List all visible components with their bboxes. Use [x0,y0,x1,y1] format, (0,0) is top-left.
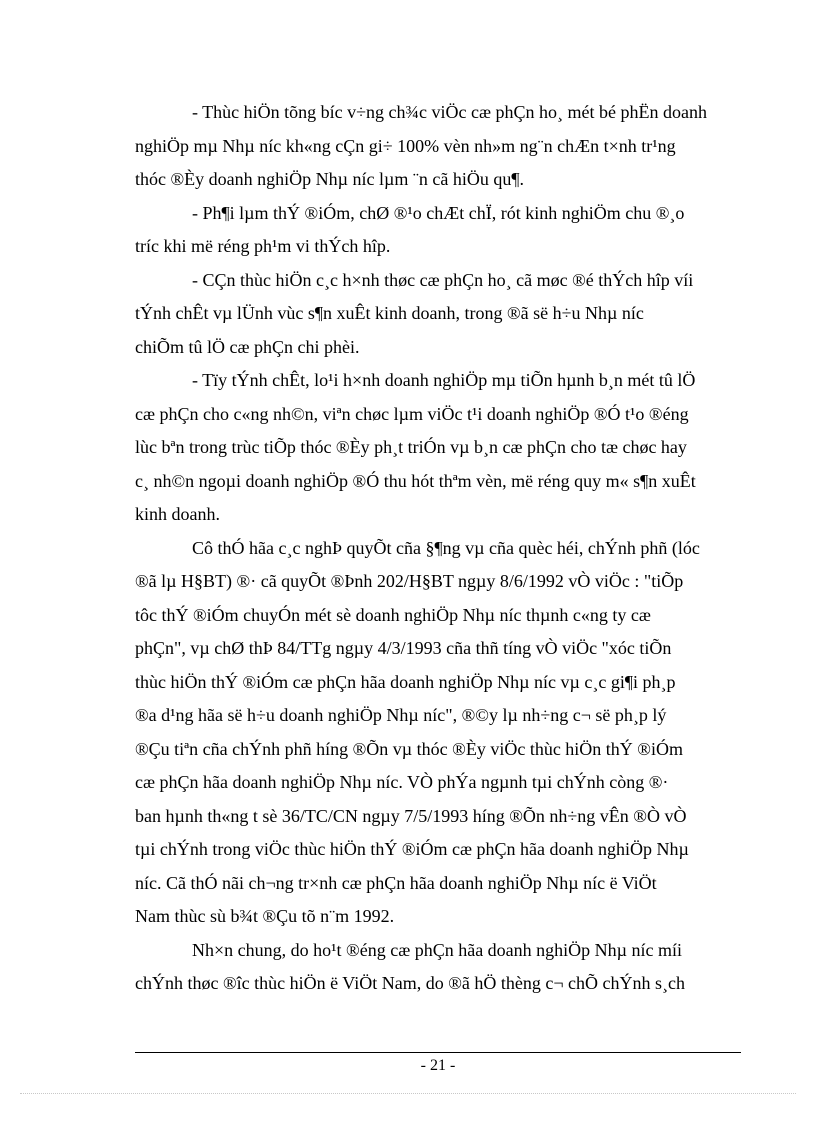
text-line: nghiÖp mµ Nhµ níc kh«ng cÇn gi÷ 100% vèn nh»m ng¨n chÆn t×nh tr¹ng [135,135,676,156]
text-line: ®ã lµ H§BT) ®· cã quyÕt ®Þnh 202/H§BT ngµy 8/6/1992 vÒ viÖc : "tiÕp [135,571,684,591]
text-line: chiÕm tû lÖ cæ phÇn chi phèi. [135,336,360,357]
text-line: ban hµnh th«ng t sè 36/TC/CN ngµy 7/5/1993 híng ®Õn nh÷ng vÊn ®Ò vÒ [135,805,687,826]
page-bottom-dotted-line [20,1093,796,1094]
text-line: thùc hiÖn thÝ ®iÓm cæ phÇn hãa doanh nghiÖp Nhµ níc vµ c¸c gi¶i ph¸p [135,671,676,692]
text-line: tµi chÝnh trong viÖc thùc hiÖn thÝ ®iÓm cæ phÇn hãa doanh nghiÖp Nhµ [135,839,689,859]
text-line: phÇn", vµ chØ thÞ 84/TTg ngµy 4/3/1993 cña thñ tíng vÒ viÖc "xóc tiÕn [135,638,672,658]
paragraph-4 [135,364,741,532]
text-line: - CÇn thùc hiÖn c¸c h×nh thøc cæ phÇn ho¸ cã møc ®é thÝch hîp víi [192,269,694,290]
text-line: c¸ nh©n ngoµi doanh nghiÖp ®Ó thu hót thªm vèn, më réng quy m« s¶n xuÊt [135,470,696,491]
text-line: thóc ®Èy doanh nghiÖp Nhµ níc lµm ¨n cã hiÖu qu¶. [135,169,525,189]
text-line: - Thùc hiÖn tõng bíc v÷ng ch¾c viÖc cæ phÇn ho¸ mét bé phËn doanh [192,102,707,122]
footer-divider [135,1052,741,1053]
paragraph-5 [135,532,741,934]
text-line: cæ phÇn hãa doanh nghiÖp Nhµ níc. VÒ phÝa ngµnh tµi chÝnh còng ®· [135,772,669,792]
text-line: ®a d¹ng hãa së h÷u doanh nghiÖp Nhµ níc", ®©y lµ nh÷ng c¬ së ph¸p lý [135,705,667,725]
text-line: Nh×n chung, do ho¹t ®éng cæ phÇn hãa doanh nghiÖp Nhµ níc míi [192,939,683,960]
text-line: tríc khi më réng ph¹m vi thÝch hîp. [135,236,391,256]
text-line: tÝnh chÊt vµ lÜnh vùc s¶n xuÊt kinh doanh, trong ®ã së h÷u Nhµ níc [135,303,644,323]
paragraph-3 [135,264,741,365]
text-line: tôc thÝ ®iÓm chuyÓn mét sè doanh nghiÖp Nhµ níc thµnh c«ng ty cæ [135,604,651,625]
text-line: Cô thÓ hãa c¸c nghÞ quyÕt cña §¶ng vµ cña quèc héi, chÝnh phñ (lóc [192,537,700,558]
text-line: - Tïy tÝnh chÊt, lo¹i h×nh doanh nghiÖp mµ tiÕn hµnh b¸n mét tû lÖ [192,370,696,390]
text-line: ®Çu tiªn cña chÝnh phñ híng ®Õn vµ thóc ®Èy viÖc thùc hiÖn thÝ ®iÓm [135,738,683,759]
paragraph-2 [135,197,741,264]
paragraph-1 [135,96,741,197]
page-number: - 21 - [420,1057,456,1074]
text-line: kinh doanh. [135,504,220,524]
text-line: chÝnh thøc ®îc thùc hiÖn ë ViÖt Nam, do ®ã hÖ thèng c¬ chÕ chÝnh s¸ch [135,973,685,993]
text-line: Nam thùc sù b¾t ®Çu tõ n¨m 1992. [135,906,395,926]
body-text [135,96,741,1001]
paragraph-6 [135,934,741,1001]
text-line: níc. Cã thÓ nãi ch¬ng tr×nh cæ phÇn hãa doanh nghiÖp Nhµ níc ë ViÖt [135,872,657,893]
text-line: cæ phÇn cho c«ng nh©n, viªn chøc lµm viÖc t¹i doanh nghiÖp ®Ó t¹o ®éng [135,403,689,424]
text-line: - Ph¶i lµm thÝ ®iÓm, chØ ®¹o chÆt chÏ, rót kinh nghiÖm chu ®¸o [192,202,685,223]
text-line: lùc bªn trong trùc tiÕp thóc ®Èy ph¸t triÓn vµ b¸n cæ phÇn cho tæ chøc hay [135,437,687,457]
